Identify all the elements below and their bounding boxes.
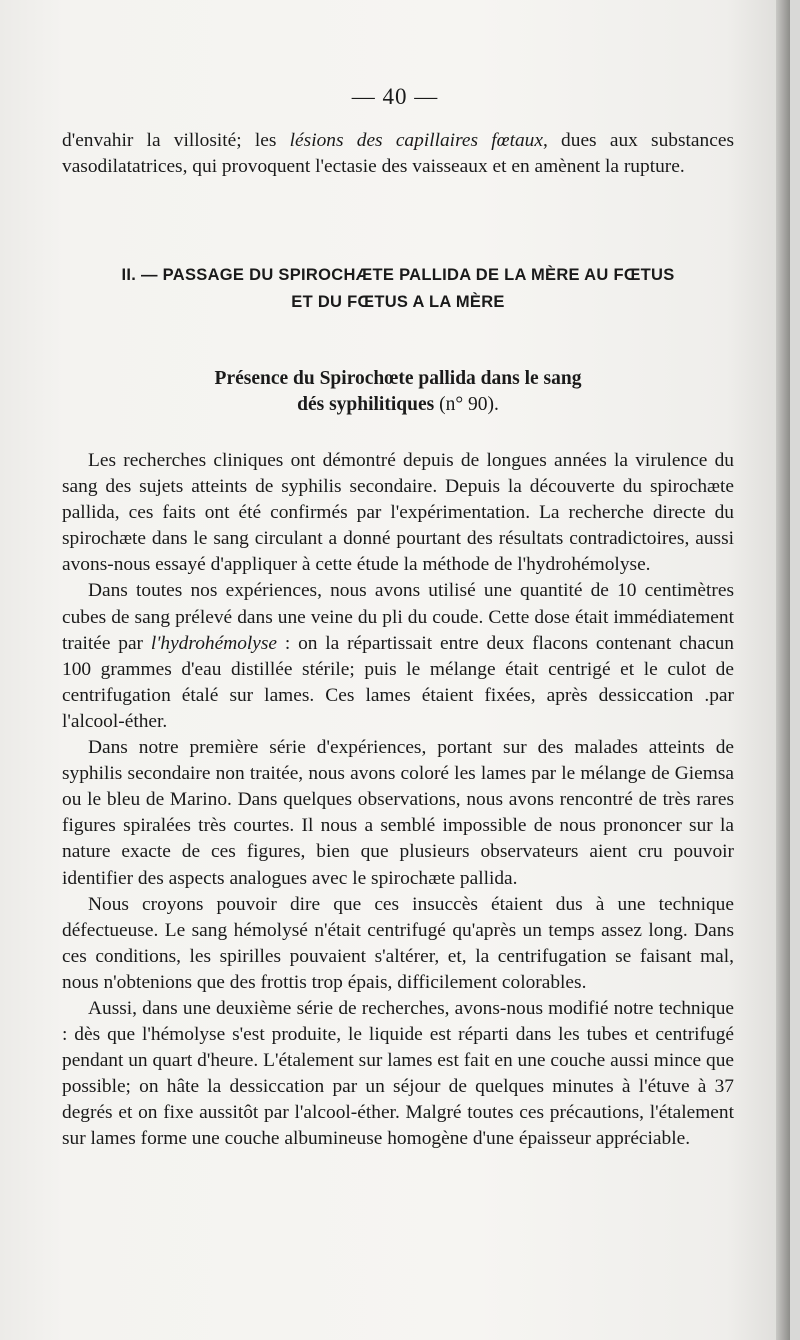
page-number: — 40 — [351, 84, 439, 109]
subsection-heading [62, 366, 734, 418]
intro-text-end: , dues aux substances vasodilatatrices, qui provoquent l'ectasie des vaisseaux et en amènent la rupture. [62, 130, 734, 177]
paragraph-3: Dans notre première série d'expériences, portant sur des malades atteints de syphilis secondaire non traitée, nous avons coloré les lames par le mélange de Giemsa ou le bleu de Marino. Dans quelques observations, nous avons rencontré de très rares figures spiralées très courtes. Il nous a semblé impossible de nous prononcer sur la nature exacte de ces figures, bien que plusieurs observateurs aient cru pouvoir identifier des aspects analogues avec le spirochæte pallida. [62, 737, 734, 889]
subsection-heading-line-1: Présence du Spirochœte pallida dans le sang [214, 368, 582, 389]
page-edge-shadow [776, 0, 790, 1340]
subsection-heading-line-2 [62, 392, 734, 418]
section-heading [62, 262, 734, 316]
paragraph-4: Nous croyons pouvoir dire que ces insuccès étaient dus à une technique défectueuse. Le sang hémolysé n'était centrifugé qu'après un temps assez long. Dans ces conditions, les spirilles pouvaient s'altérer, et, la centrifugation se faisant mal, nous n'obtenions que des frottis trop épais, difficilement colorables. [62, 893, 734, 993]
paragraph-1: Les recherches cliniques ont démontré depuis de longues années la virulence du sang des sujets atteints de syphilis secondaire. Depuis la découverte du spirochæte pallida, ces faits ont été confirmés par l'expérimentation. La recherche directe du spirochæte dans le sang circulant a donné pourtant des résultats contradictoires, aussi avons-nous essayé d'appliquer à cette étude la méthode de l'hydrohémolyse. [62, 450, 734, 576]
paragraph-2-start: Dans toutes nos expériences, nous avons utilisé une quantité de 10 centimètres cubes de sang prélevé dans une veine du pli du coude. Cette dose était immédiatement traitée par [62, 580, 734, 654]
paragraph-5: Aussi, dans une deuxième série de recherches, avons-nous modifié notre technique : dès que l'hémolyse s'est produite, le liquide est réparti dans les tubes et centrifugé pendant un quart d'heure. L'étalement sur lames est fait en une couche aussi mince que possible; on hâte la dessiccation par un séjour de quelques minutes à l'étuve à 37 degrés et on fixe aussitôt par l'alcool-éther. Malgré toutes ces précautions, l'étalement sur lames forme une couche albumineuse homogène d'une épaisseur appréciable. [62, 997, 734, 1150]
section-heading-line-1: II. — PASSAGE DU SPIROCHÆTE PALLIDA DE LA MÈRE AU FŒTUS [121, 266, 675, 284]
subsection-heading-bold: dés syphilitiques [297, 394, 435, 415]
intro-text-start: d'envahir la villosité; les [62, 130, 290, 151]
paragraph-2-end: : on la répartissait entre deux flacons contenant chacun 100 grammes d'eau distillée stérile; puis le mélange était centrigé et le culot de centrifugation étalé sur lames. Ces lames étaient fixées, après dessiccation .par l'alcool-éther. [62, 632, 734, 732]
section-heading-line-2: ET DU FŒTUS A LA MÈRE [291, 293, 505, 311]
intro-paragraph [62, 128, 734, 180]
intro-italic: lésions des capillaires fœtaux [289, 130, 543, 151]
paragraph-2-italic: l'hydrohémolyse [150, 632, 278, 654]
body-text [62, 448, 734, 1153]
paragraph-2 [62, 578, 734, 735]
subsection-heading-ref: (n° 90). [439, 394, 499, 415]
